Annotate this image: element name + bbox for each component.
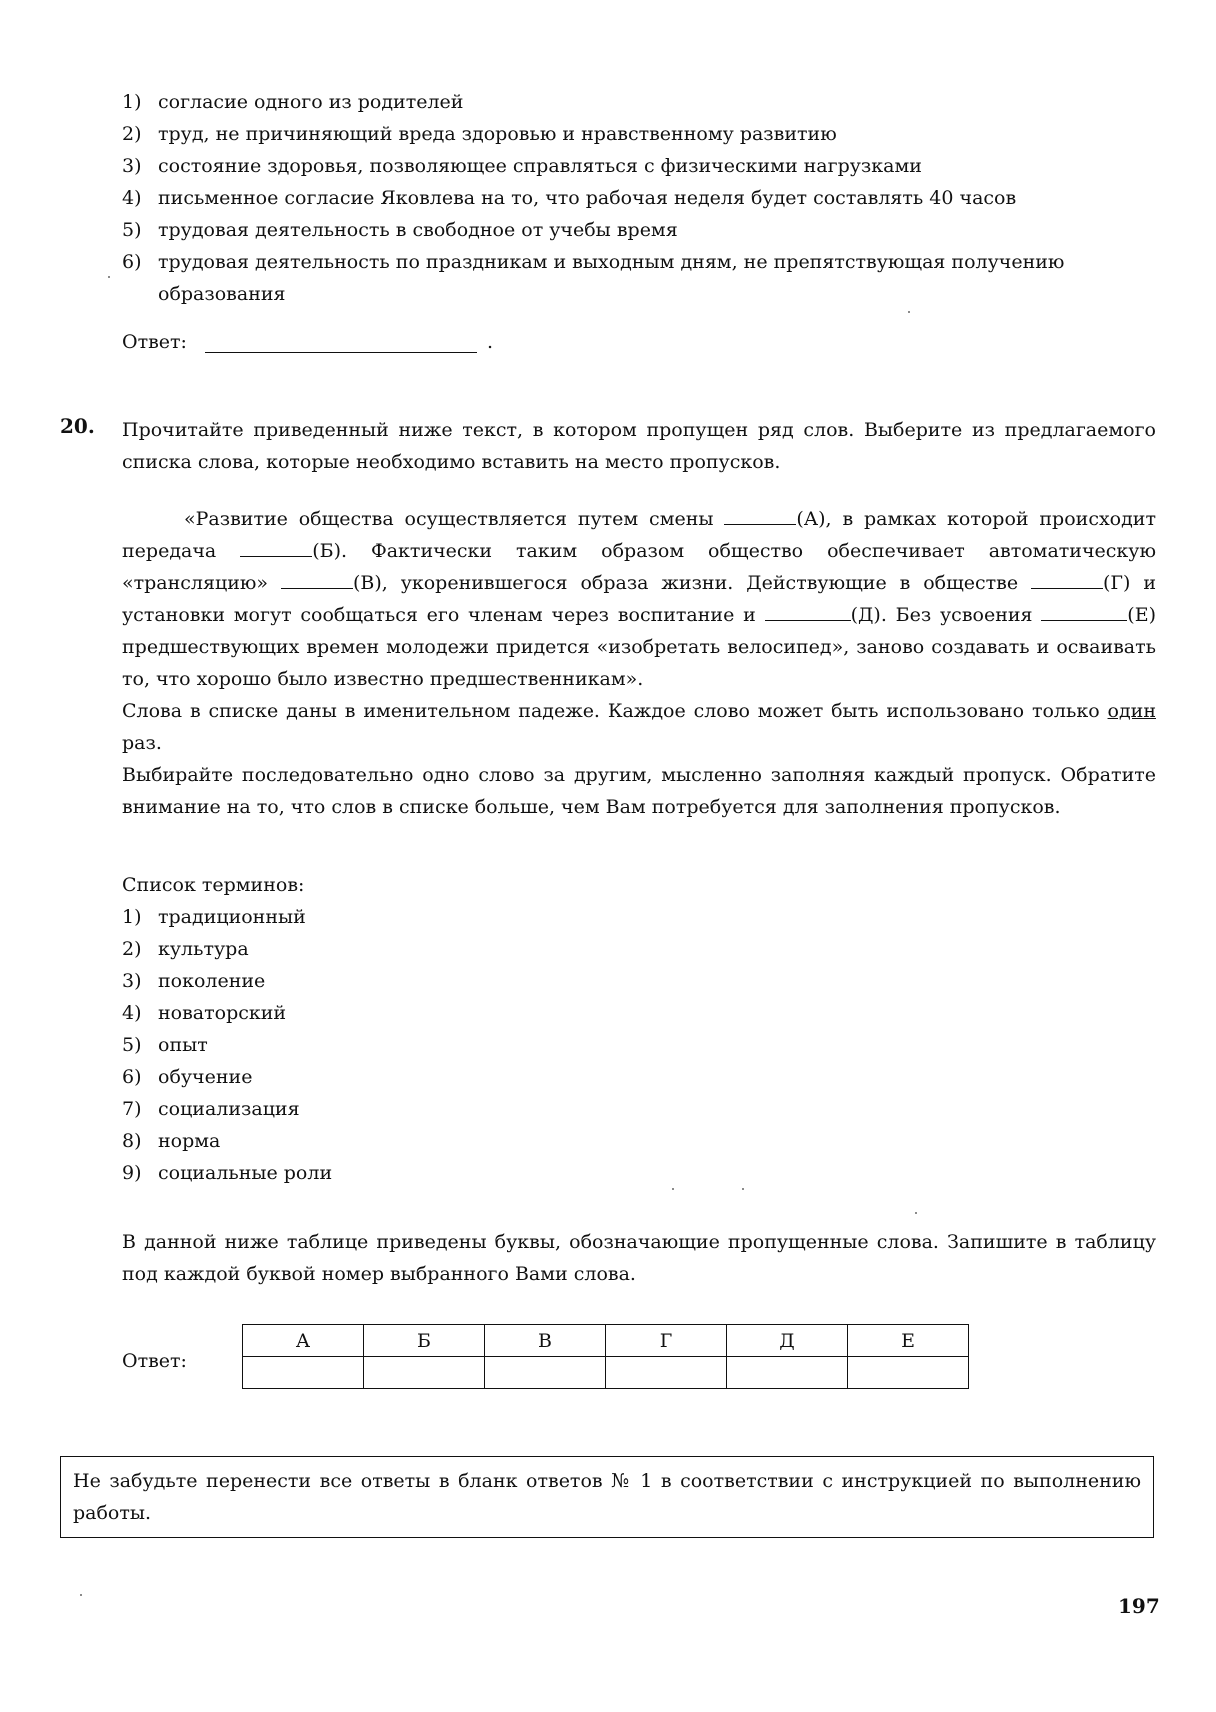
term-text: традиционный — [158, 906, 306, 928]
term-number: 2) — [122, 938, 142, 960]
term-number: 5) — [122, 1034, 142, 1056]
answer-cell-b[interactable] — [364, 1357, 485, 1389]
term-number: 4) — [122, 1002, 142, 1024]
answer-cell-a[interactable] — [243, 1357, 364, 1389]
option-number: 5) — [122, 219, 142, 241]
term-item — [122, 965, 922, 997]
term-text: культура — [158, 938, 249, 960]
answer-table — [242, 1324, 969, 1389]
term-number: 9) — [122, 1162, 142, 1184]
answer-table-header-row — [243, 1325, 969, 1357]
letter-cell: Д — [727, 1325, 848, 1357]
option-item — [122, 150, 1162, 182]
letter-cell: Г — [606, 1325, 727, 1357]
table-instruction: В данной ниже таблице приведены буквы, обозначающие пропущенные слова. Запишите в таблицу под каждой буквой номер выбранного Вами слова. — [122, 1231, 1156, 1285]
option-number: 2) — [122, 123, 142, 145]
passage-fragment: (Е) предшествующих времен молодежи придется «изобретать велосипед», заново создавать и осваивать то, что хорошо было известно предшественникам». — [122, 604, 1156, 690]
option-number: 6) — [122, 251, 142, 273]
option-text: состояние здоровья, позволяющее справляться с физическими нагрузками — [158, 155, 922, 177]
option-item — [122, 118, 1162, 150]
term-text: опыт — [158, 1034, 208, 1056]
scan-speck — [108, 276, 110, 278]
option-text: труд, не причиняющий вреда здоровью и нравственному развитию — [158, 123, 837, 145]
term-text: социализация — [158, 1098, 300, 1120]
option-text: трудовая деятельность по праздникам и выходным дням, не препятствующая получению образования — [158, 251, 1065, 305]
answer-cell-g[interactable] — [606, 1357, 727, 1389]
blank-a — [724, 508, 796, 525]
scan-speck — [908, 311, 910, 313]
rule-text — [122, 695, 1156, 759]
answer-options-list — [122, 86, 1162, 310]
question-number: 20. — [60, 414, 95, 438]
letter-cell: Б — [364, 1325, 485, 1357]
passage — [122, 503, 1156, 823]
answer-dot: . — [486, 331, 493, 353]
answer-cell-e[interactable] — [848, 1357, 969, 1389]
rule-emphasis: один — [1107, 700, 1156, 722]
term-item — [122, 901, 922, 933]
terms-title: Список терминов: — [122, 874, 305, 896]
answer-cell-d[interactable] — [727, 1357, 848, 1389]
passage-text — [122, 503, 1156, 695]
option-text: согласие одного из родителей — [158, 91, 464, 113]
blank-d — [765, 604, 851, 621]
term-text: поколение — [158, 970, 266, 992]
term-number: 1) — [122, 906, 142, 928]
passage-fragment: «Развитие общества осуществляется путем смены — [184, 508, 725, 530]
term-number: 8) — [122, 1130, 142, 1152]
passage-fragment: (В), укоренившегося образа жизни. Действующие в обществе — [352, 572, 1032, 594]
answer-cell-v[interactable] — [485, 1357, 606, 1389]
passage-fragment: (А), в рамках которой происходит передача — [122, 508, 1156, 562]
rule-fragment: раз. — [122, 732, 162, 754]
option-number: 3) — [122, 155, 142, 177]
term-item — [122, 933, 922, 965]
scan-speck — [742, 1188, 744, 1190]
blank-g — [1031, 572, 1103, 589]
term-item — [122, 1029, 922, 1061]
option-number: 4) — [122, 187, 142, 209]
passage-fragment: (Г) и установки могут сообщаться его членам через воспитание и — [122, 572, 1156, 626]
answer-table-input-row — [243, 1357, 969, 1389]
passage-fragment: (Б). Фактически таким образом общество обеспечивает автоматическую «трансляцию» — [122, 540, 1156, 594]
blank-e — [1041, 604, 1127, 621]
term-item — [122, 997, 922, 1029]
term-text: социальные роли — [158, 1162, 333, 1184]
term-text: норма — [158, 1130, 221, 1152]
answer-19-field[interactable] — [205, 332, 477, 353]
reminder-box: Не забудьте перенести все ответы в бланк ответов № 1 в соответствии с инструкцией по выполнению работы. — [60, 1456, 1154, 1538]
term-number: 6) — [122, 1066, 142, 1088]
letter-cell: В — [485, 1325, 606, 1357]
blank-b — [240, 540, 312, 557]
term-item — [122, 1061, 922, 1093]
letter-cell: Е — [848, 1325, 969, 1357]
option-item — [122, 182, 1162, 214]
term-item — [122, 1093, 922, 1125]
term-text: обучение — [158, 1066, 253, 1088]
page-number: 197 — [1118, 1594, 1160, 1618]
option-text: письменное согласие Яковлева на то, что рабочая неделя будет составлять 40 часов — [158, 187, 1017, 209]
answer-20-label: Ответ: — [122, 1350, 187, 1372]
letter-cell: А — [243, 1325, 364, 1357]
scan-speck — [672, 1188, 674, 1190]
blank-v — [281, 572, 353, 589]
option-item — [122, 214, 1162, 246]
term-item — [122, 1125, 922, 1157]
answer-label: Ответ: — [122, 331, 187, 353]
option-item — [122, 246, 1162, 310]
term-text: новаторский — [158, 1002, 287, 1024]
term-number: 7) — [122, 1098, 142, 1120]
question-instruction: Прочитайте приведенный ниже текст, в котором пропущен ряд слов. Выберите из предлагаемого списка слова, которые необходимо вставить на место пропусков. — [122, 419, 1156, 473]
rule-text-2: Выбирайте последовательно одно слово за другим, мысленно заполняя каждый пропуск. Обратите внимание на то, что слов в списке больше, чем Вам потребуется для заполнения пропусков. — [122, 764, 1156, 818]
passage-fragment: (Д). Без усвоения — [850, 604, 1042, 626]
option-number: 1) — [122, 91, 142, 113]
scan-speck — [80, 1594, 82, 1596]
rule-fragment: Слова в списке даны в именительном падеже. Каждое слово может быть использовано только — [122, 700, 1108, 722]
term-number: 3) — [122, 970, 142, 992]
term-item — [122, 1157, 922, 1189]
option-text: трудовая деятельность в свободное от учебы время — [158, 219, 678, 241]
terms-list — [122, 869, 922, 1189]
scan-speck — [915, 1212, 917, 1214]
answer-19-row — [122, 331, 493, 353]
option-item — [122, 86, 1162, 118]
